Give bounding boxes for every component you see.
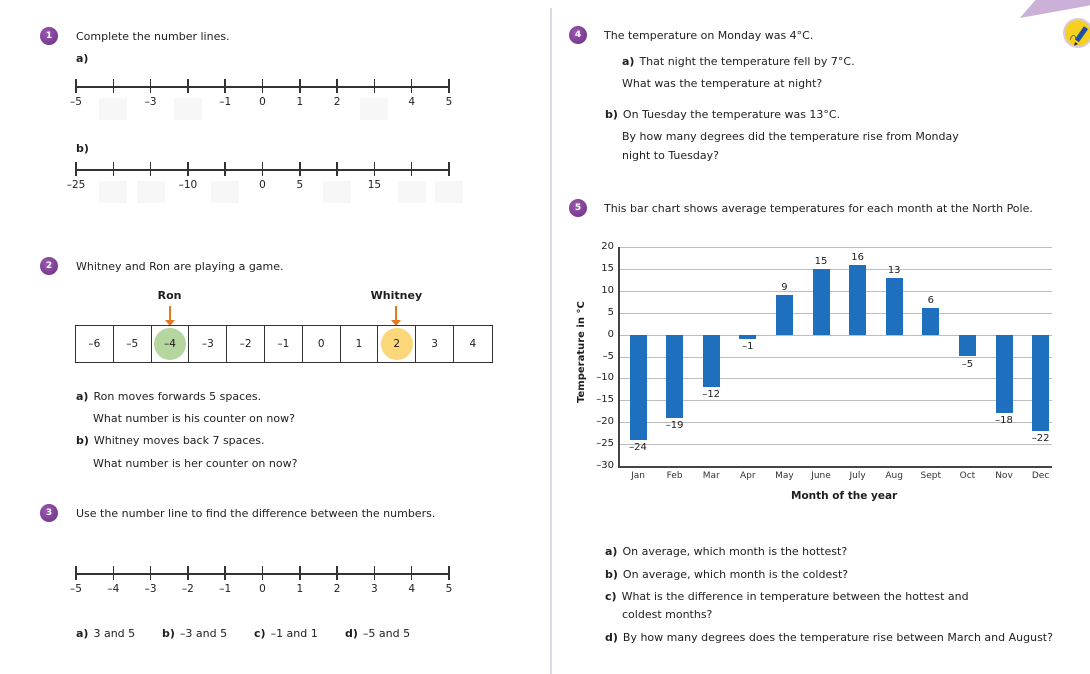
q4-prompt: The temperature on Monday was 4°C. (604, 29, 814, 42)
number-line-label: –25 (66, 179, 86, 191)
number-line-tick (336, 162, 338, 176)
q3-part-label: b) (162, 627, 175, 640)
q4b (605, 108, 840, 121)
q2b-line2: What number is her counter on now? (93, 457, 298, 470)
q3-part-text: 3 and 5 (93, 627, 136, 640)
number-line-tick (262, 566, 264, 580)
q4b-label: b) (605, 108, 618, 121)
q4b-line2: By how many degrees did the temperature rise from Monday (622, 130, 959, 143)
question-badge-4: 4 (569, 26, 587, 44)
chart-y-tick-label: –10 (596, 372, 614, 384)
number-line-tick (374, 566, 376, 580)
q5-prompt: This bar chart shows average temperatures for each month at the North Pole. (604, 202, 1033, 215)
q5d-label: d) (605, 631, 618, 644)
chart-x-tick-label: Apr (740, 471, 756, 481)
chart-x-axis (618, 466, 1052, 468)
chart-bar (1032, 335, 1049, 431)
q3-prompt: Use the number line to find the difference between the numbers. (76, 507, 436, 520)
game-cell-value: 3 (431, 338, 438, 350)
number-line-tick (299, 566, 301, 580)
number-line-tick (336, 79, 338, 93)
game-cell (303, 326, 341, 362)
number-line-tick (411, 79, 413, 93)
q1-prompt: Complete the number lines. (76, 30, 230, 43)
down-arrow-icon (169, 306, 171, 320)
chart-y-tick-label: –15 (596, 394, 614, 406)
chart-x-tick-label: Nov (995, 471, 1013, 481)
q4a-label: a) (622, 55, 635, 68)
chart-value-label: 9 (781, 282, 788, 294)
game-cell-value: –5 (126, 338, 139, 350)
chart-bar (959, 335, 976, 357)
number-line-label: 2 (333, 583, 341, 595)
chart-y-axis (618, 247, 620, 466)
number-line-tick (187, 79, 189, 93)
q3-part-label: c) (254, 627, 266, 640)
q2-prompt: Whitney and Ron are playing a game. (76, 260, 284, 273)
q1b-label: b) (76, 142, 89, 155)
q3-part-text: –5 and 5 (362, 627, 411, 640)
game-cell (152, 326, 190, 362)
q5c-line1: What is the difference in temperature between the hottest and (621, 590, 969, 603)
answer-blank (137, 181, 165, 203)
q5d-text: By how many degrees does the temperature rise between March and August? (622, 631, 1053, 644)
chart-x-axis-label: Month of the year (791, 490, 898, 502)
number-line-label: –5 (70, 583, 82, 595)
game-cell (189, 326, 227, 362)
number-line-tick (299, 79, 301, 93)
chart-y-tick-label: 15 (601, 262, 614, 274)
chart-value-label: –5 (961, 358, 974, 370)
q2b (76, 434, 264, 447)
chart-x-tick-label: Jan (631, 471, 645, 481)
chart-gridline (618, 378, 1052, 379)
question-badge-2: 2 (40, 257, 58, 275)
answer-blank (211, 181, 239, 203)
q5b-label: b) (605, 568, 618, 581)
chart-y-tick-label: –25 (596, 438, 614, 450)
number-line-tick (113, 566, 115, 580)
number-line-label: –4 (107, 583, 120, 595)
q2a-label: a) (76, 390, 89, 403)
number-line-label: –10 (178, 179, 198, 191)
number-line-label: 1 (296, 96, 304, 108)
q5a-label: a) (605, 545, 618, 558)
q4a-line2: What was the temperature at night? (622, 77, 823, 90)
chart-y-tick-label: 10 (601, 284, 614, 296)
number-line-tick (75, 79, 77, 93)
chart-bar (703, 335, 720, 388)
chart-y-tick-label: 0 (607, 328, 614, 340)
number-line-label: –2 (181, 583, 194, 595)
chart-gridline (618, 444, 1052, 445)
chart-x-tick-label: Oct (959, 471, 976, 481)
number-line-label: 15 (367, 179, 382, 191)
chart-x-tick-label: Feb (666, 471, 683, 481)
number-line-tick (411, 566, 413, 580)
q3-part (162, 627, 227, 640)
chart-x-tick-label: Aug (885, 471, 903, 481)
number-line-label: 0 (259, 179, 266, 191)
chart-value-label: 13 (887, 264, 901, 276)
number-line-tick (262, 79, 264, 93)
number-line-label: –1 (219, 96, 232, 108)
game-cell (265, 326, 303, 362)
q3-part-text: –3 and 5 (179, 627, 228, 640)
chart-y-tick-label: 5 (607, 306, 614, 318)
chart-y-tick-label: –20 (596, 416, 614, 428)
q1a-label: a) (76, 52, 89, 65)
game-cell-value: –6 (88, 338, 101, 350)
q5b-text: On average, which month is the coldest? (622, 568, 849, 581)
q4a (622, 55, 855, 68)
q5c-label: c) (605, 590, 617, 603)
number-line-tick (150, 162, 152, 176)
number-line-tick (224, 566, 226, 580)
number-line-tick (299, 162, 301, 176)
number-line-label: 5 (296, 179, 304, 191)
game-cell (76, 326, 114, 362)
question-badge-1: 1 (40, 27, 58, 45)
q5a (605, 545, 847, 558)
q4a-line1: That night the temperature fell by 7°C. (639, 55, 855, 68)
number-line-label: –3 (144, 583, 157, 595)
chart-bar (849, 265, 866, 335)
chart-y-tick-label: –30 (596, 460, 614, 471)
answer-blank (99, 98, 127, 120)
chart-gridline (618, 269, 1052, 270)
q3-part (76, 627, 135, 640)
chart-value-label: –19 (665, 419, 684, 431)
number-line-tick (448, 79, 450, 93)
answer-blank (174, 98, 202, 120)
chart-x-tick-label: Sept (920, 471, 942, 481)
chart-value-label: 6 (927, 295, 934, 307)
number-line-label: –1 (219, 583, 232, 595)
q5b (605, 568, 848, 581)
player-name-label: Whitney (370, 289, 423, 302)
number-line-tick (224, 79, 226, 93)
corner-tab (1020, 0, 1090, 18)
chart-bar (813, 269, 830, 335)
down-arrow-icon (395, 306, 397, 320)
number-line-tick (75, 162, 77, 176)
question-badge-5: 5 (569, 199, 587, 217)
number-line-tick (150, 79, 152, 93)
number-line-label: 3 (371, 583, 378, 595)
chart-bar (922, 308, 939, 334)
chart-bar (739, 335, 756, 339)
game-cell-value: –2 (239, 338, 252, 350)
number-line-tick (374, 79, 376, 93)
q5d (605, 631, 1053, 644)
q3-part-label: a) (76, 627, 89, 640)
game-cell-value: –1 (277, 338, 290, 350)
chart-value-label: –12 (702, 389, 721, 401)
number-line-tick (150, 566, 152, 580)
number-line-tick (113, 162, 115, 176)
chart-value-label: –1 (742, 340, 754, 352)
chart-y-tick-label: 20 (601, 241, 614, 252)
chart-value-label: –22 (1031, 432, 1050, 444)
chart-gridline (618, 335, 1052, 336)
number-line-label: –5 (70, 96, 82, 108)
game-cell-value: 2 (393, 338, 401, 350)
chart-bar (666, 335, 683, 418)
chart-y-axis-label: Temperature in °C (576, 301, 587, 403)
chart-bar (776, 295, 793, 334)
chart-x-tick-label: June (811, 471, 831, 481)
chart-value-label: 16 (851, 251, 864, 263)
chart-x-tick-label: Mar (702, 471, 720, 481)
number-line-tick (187, 162, 189, 176)
game-cell-value: –3 (201, 338, 214, 350)
number-line-tick (448, 162, 450, 176)
game-cell-value: –4 (164, 338, 176, 350)
q3-part (254, 627, 318, 640)
number-line-label: 0 (259, 96, 266, 108)
chart-value-label: 15 (814, 255, 828, 267)
number-line-label: 5 (445, 96, 453, 108)
chart-x-tick-label: Dec (1031, 471, 1050, 481)
number-line-label: 2 (333, 96, 341, 108)
number-line-tick (113, 79, 115, 93)
q3-part-label: d) (345, 627, 358, 640)
chart-x-tick-label: July (849, 471, 866, 481)
chart-gridline (618, 357, 1052, 358)
number-line-label: 5 (445, 583, 453, 595)
game-cell-value: 1 (355, 338, 363, 350)
chart-bar (886, 278, 903, 335)
game-cell (114, 326, 152, 362)
number-line-tick (262, 162, 264, 176)
chart-value-label: –18 (995, 415, 1013, 427)
q4b-line1: On Tuesday the temperature was 13°C. (622, 108, 841, 121)
answer-blank (360, 98, 388, 120)
q2b-label: b) (76, 434, 89, 447)
chart-gridline (618, 313, 1052, 314)
number-line-label: 4 (408, 583, 416, 595)
page-divider (550, 8, 552, 674)
number-line-label: 4 (408, 96, 416, 108)
chart-gridline (618, 247, 1052, 248)
player-name-label: Ron (157, 289, 182, 302)
number-line-tick (187, 566, 189, 580)
q2a-line1: Ron moves forwards 5 spaces. (93, 390, 262, 403)
chart-x-tick-label: May (775, 471, 794, 481)
q2b-line1: Whitney moves back 7 spaces. (93, 434, 265, 447)
answer-blank (323, 181, 351, 203)
q4b-line3: night to Tuesday? (622, 149, 719, 162)
question-badge-3: 3 (40, 504, 58, 522)
chart-y-tick-label: –5 (602, 350, 614, 362)
game-cell-value: 4 (469, 338, 477, 350)
number-line-tick (224, 162, 226, 176)
game-cell (454, 326, 492, 362)
number-line-tick (411, 162, 413, 176)
number-line-label: 1 (296, 583, 304, 595)
q2a (76, 390, 261, 403)
chart-bar (996, 335, 1013, 414)
answer-blank (99, 181, 127, 203)
number-line-label: –3 (144, 96, 157, 108)
number-line-tick (75, 566, 77, 580)
game-cell (341, 326, 379, 362)
game-cell-value: 0 (317, 338, 325, 350)
answer-blank (435, 181, 463, 203)
game-cell (416, 326, 454, 362)
game-strip (75, 325, 493, 363)
chart-bar (630, 335, 647, 440)
q3-part-text: –1 and 1 (270, 627, 318, 640)
q5c-line2: coldest months? (622, 608, 713, 621)
chart-gridline (618, 291, 1052, 292)
number-line-label: 0 (259, 583, 266, 595)
q3-part (345, 627, 410, 640)
game-cell (378, 326, 416, 362)
pencil-icon (1063, 18, 1090, 48)
q5a-text: On average, which month is the hottest? (622, 545, 848, 558)
number-line-tick (448, 566, 450, 580)
answer-blank (398, 181, 426, 203)
number-line-tick (374, 162, 376, 176)
game-cell (227, 326, 265, 362)
q5c (605, 590, 969, 603)
q2a-line2: What number is his counter on now? (93, 412, 295, 425)
number-line-tick (336, 566, 338, 580)
chart-gridline (618, 400, 1052, 401)
chart-value-label: –24 (629, 441, 647, 453)
